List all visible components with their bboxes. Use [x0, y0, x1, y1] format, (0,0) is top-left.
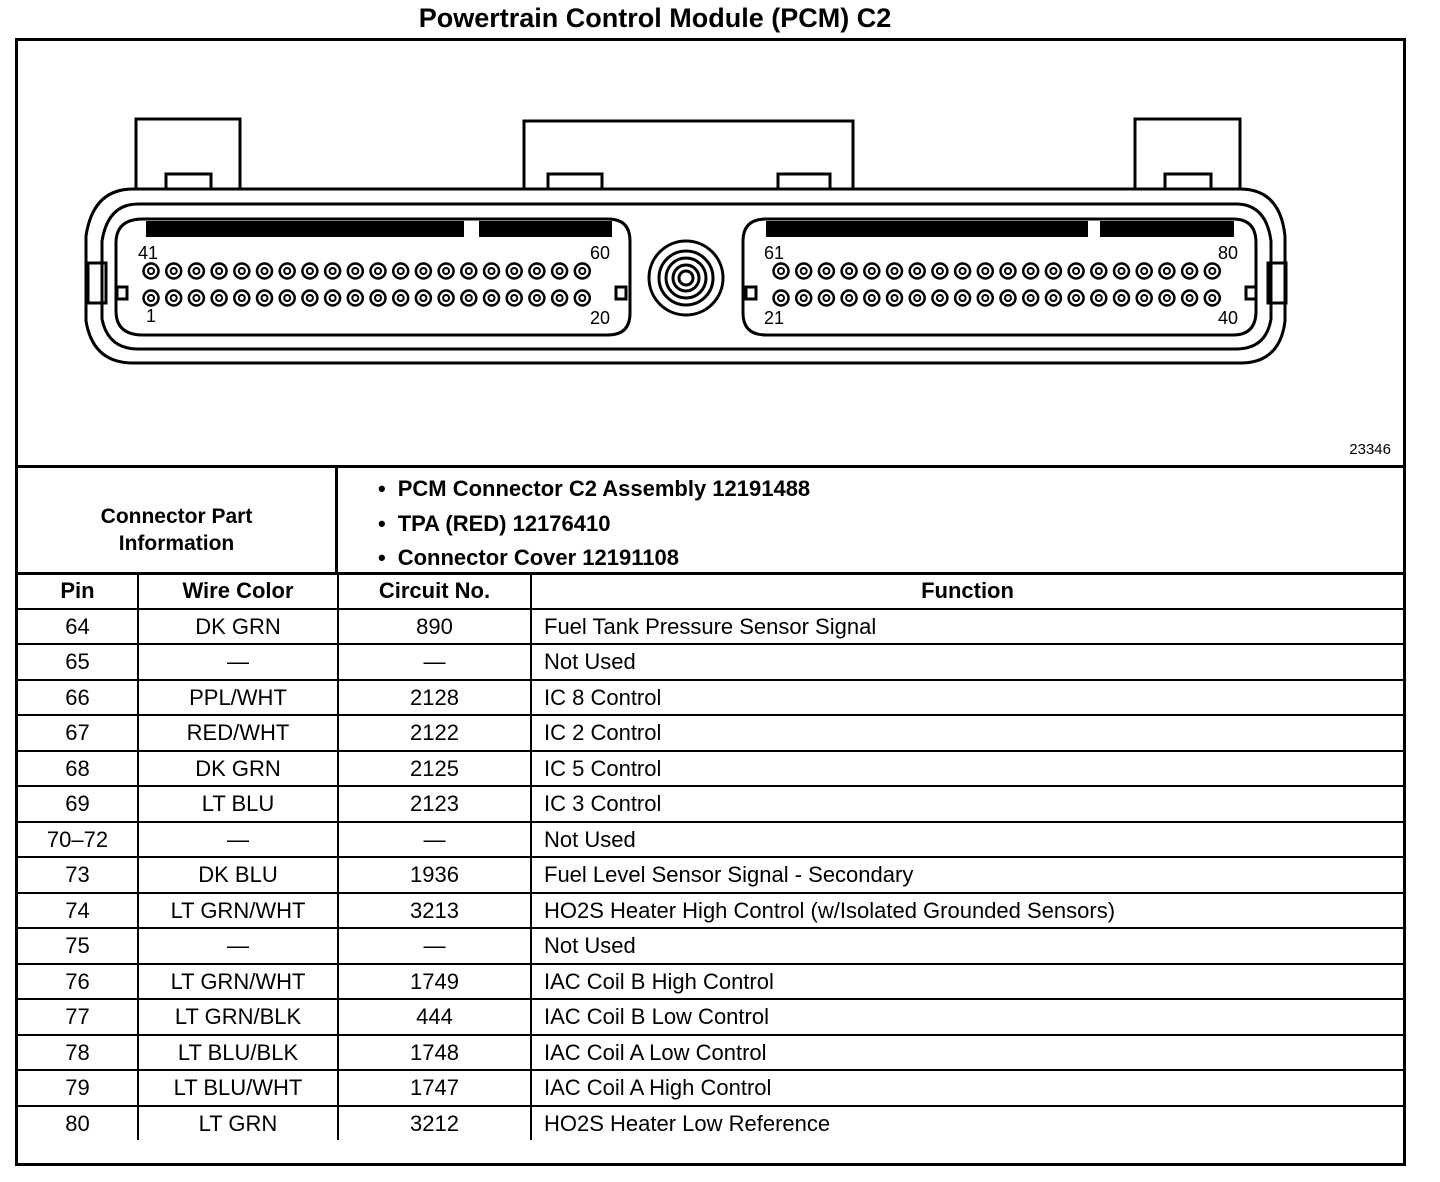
pin-hole [864, 291, 879, 306]
pin-hole-center [1005, 295, 1011, 301]
pin-hole-center [443, 295, 449, 301]
pin-hole-center [330, 295, 336, 301]
pin-hole-center [960, 268, 966, 274]
pin-hole-center [352, 268, 358, 274]
wire-color-cell: LT BLU/WHT [138, 1070, 338, 1106]
pin-hole [842, 264, 857, 279]
wire-color-cell: RED/WHT [138, 715, 338, 751]
pin-hole-center [171, 268, 177, 274]
pin-hole [280, 291, 295, 306]
pin-hole [1023, 291, 1038, 306]
connector-info-label-line2: Information [118, 532, 235, 555]
column-header-circuit-no: Circuit No. [338, 573, 531, 609]
pin-hole-center [1141, 295, 1147, 301]
pin-hole-center [1187, 295, 1193, 301]
wire-color-cell: LT GRN/BLK [138, 999, 338, 1035]
circuit-number-cell: 3212 [338, 1106, 531, 1141]
pin-hole-center [892, 268, 898, 274]
pin-hole [1205, 291, 1220, 306]
pin-hole [1091, 291, 1106, 306]
pin-hole-center [466, 268, 472, 274]
table-header-row [18, 573, 1403, 609]
pin-hole-center [352, 295, 358, 301]
pin-cell: 77 [18, 999, 138, 1035]
pin-hole-center [914, 268, 920, 274]
pin-hole [955, 264, 970, 279]
wire-color-cell: — [138, 928, 338, 964]
pin-hole-center [869, 295, 875, 301]
pin-hole-center [1096, 295, 1102, 301]
pin-hole-center [1050, 295, 1056, 301]
table-row [18, 786, 1403, 822]
pin-hole [1114, 264, 1129, 279]
pin-hole [348, 291, 363, 306]
pin-hole-center [579, 268, 585, 274]
circuit-number-cell: 1748 [338, 1035, 531, 1071]
function-cell: IAC Coil B High Control [531, 964, 1403, 1000]
pin-cell: 64 [18, 609, 138, 645]
wire-color-cell: — [138, 644, 338, 680]
pin-hole [819, 264, 834, 279]
pin-hole-center [869, 268, 875, 274]
function-cell: IC 2 Control [531, 715, 1403, 751]
table-row [18, 928, 1403, 964]
pin-hole-center [148, 268, 154, 274]
pin-hole-center [1141, 268, 1147, 274]
table-row [18, 857, 1403, 893]
pin-hole [529, 291, 544, 306]
column-header-wire-color: Wire Color [138, 573, 338, 609]
pin-cell: 70–72 [18, 822, 138, 858]
connector-info-label-line1: Connector Part [100, 505, 253, 528]
pin-cell: 66 [18, 680, 138, 716]
pin-hole [887, 291, 902, 306]
wire-color-cell: LT BLU [138, 786, 338, 822]
pin-cell: 74 [18, 893, 138, 929]
function-cell: IC 5 Control [531, 751, 1403, 787]
pin-hole [1137, 264, 1152, 279]
wire-color-cell: DK GRN [138, 751, 338, 787]
connector-info-item: • Connector Cover 12191108 [378, 541, 810, 576]
pin-label-60: 60 [590, 243, 611, 263]
circuit-number-cell: 2125 [338, 751, 531, 787]
pin-hole [280, 264, 295, 279]
document-frame [15, 38, 1406, 1166]
pin-hole-center [262, 268, 268, 274]
pin-hole-center [1164, 268, 1170, 274]
table-row [18, 964, 1403, 1000]
pin-hole [348, 264, 363, 279]
pin-hole [864, 264, 879, 279]
table-row [18, 822, 1403, 858]
pin-hole [371, 264, 386, 279]
wire-color-cell: LT BLU/BLK [138, 1035, 338, 1071]
pin-hole-center [846, 268, 852, 274]
function-cell: IC 3 Control [531, 786, 1403, 822]
pin-hole-center [1209, 268, 1215, 274]
pin-hole [257, 264, 272, 279]
pin-hole-center [511, 268, 517, 274]
pin-hole [1137, 291, 1152, 306]
pin-hole [1114, 291, 1129, 306]
pin-hole [325, 264, 340, 279]
pin-hole-center [193, 268, 199, 274]
function-cell: Not Used [531, 644, 1403, 680]
pin-hole-center [193, 295, 199, 301]
pin-hole [774, 291, 789, 306]
pin-hole [910, 264, 925, 279]
pin-hole [842, 291, 857, 306]
pin-hole-center [262, 295, 268, 301]
pin-hole-center [1005, 268, 1011, 274]
circuit-number-cell: — [338, 644, 531, 680]
pin-hole-center [960, 295, 966, 301]
wire-color-cell: LT GRN/WHT [138, 893, 338, 929]
pin-hole-center [375, 295, 381, 301]
column-header-pin: Pin [18, 573, 138, 609]
pin-hole [166, 291, 181, 306]
pin-hole [1069, 264, 1084, 279]
pin-cell: 76 [18, 964, 138, 1000]
wire-color-cell: LT GRN [138, 1106, 338, 1141]
pin-hole-center [489, 268, 495, 274]
pin-hole [1205, 264, 1220, 279]
table-row [18, 1106, 1403, 1141]
circuit-number-cell: 890 [338, 609, 531, 645]
pin-cell: 78 [18, 1035, 138, 1071]
pin-hole-center [823, 295, 829, 301]
pin-hole-center [307, 268, 313, 274]
pin-hole [1001, 264, 1016, 279]
column-header-function: Function [531, 573, 1403, 609]
pin-hole [439, 291, 454, 306]
pin-hole-center [937, 268, 943, 274]
pin-hole-center [982, 295, 988, 301]
pin-hole [796, 264, 811, 279]
pin-hole-center [1028, 268, 1034, 274]
table-row [18, 680, 1403, 716]
function-cell: Not Used [531, 822, 1403, 858]
function-cell: Fuel Tank Pressure Sensor Signal [531, 609, 1403, 645]
pin-hole [575, 264, 590, 279]
pin-hole [257, 291, 272, 306]
pin-hole-center [778, 268, 784, 274]
pin-hole [1001, 291, 1016, 306]
circuit-number-cell: — [338, 822, 531, 858]
pin-hole-center [307, 295, 313, 301]
pin-hole [1069, 291, 1084, 306]
pin-hole-center [284, 295, 290, 301]
pin-hole-center [801, 268, 807, 274]
circuit-number-cell: 2123 [338, 786, 531, 822]
circuit-number-cell: 444 [338, 999, 531, 1035]
pin-hole-center [1119, 268, 1125, 274]
pin-hole-center [1050, 268, 1056, 274]
pin-hole-center [982, 268, 988, 274]
pin-hole-center [557, 268, 563, 274]
figure-number: 23346 [1349, 441, 1391, 458]
pin-hole [1091, 264, 1106, 279]
pin-hole [819, 291, 834, 306]
function-cell: IAC Coil A High Control [531, 1070, 1403, 1106]
connector-info-list [378, 472, 810, 576]
wire-color-cell: PPL/WHT [138, 680, 338, 716]
pin-hole [1159, 291, 1174, 306]
pin-hole [484, 264, 499, 279]
pin-hole-center [534, 268, 540, 274]
pin-hole [461, 291, 476, 306]
pin-cell: 67 [18, 715, 138, 751]
circuit-number-cell: 1747 [338, 1070, 531, 1106]
pin-hole-center [284, 268, 290, 274]
pin-hole-center [489, 295, 495, 301]
pin-cell: 80 [18, 1106, 138, 1141]
table-row [18, 1035, 1403, 1071]
pin-hole-center [216, 295, 222, 301]
table-row [18, 1070, 1403, 1106]
pin-hole-center [937, 295, 943, 301]
pin-hole [234, 291, 249, 306]
pin-hole-center [1119, 295, 1125, 301]
pin-hole [978, 264, 993, 279]
pin-cell: 79 [18, 1070, 138, 1106]
function-cell: HO2S Heater High Control (w/Isolated Grounded Sensors) [531, 893, 1403, 929]
pin-hole [325, 291, 340, 306]
pin-cell: 73 [18, 857, 138, 893]
pin-hole [212, 291, 227, 306]
pin-hole-center [239, 295, 245, 301]
pin-cell: 69 [18, 786, 138, 822]
pin-hole-center [171, 295, 177, 301]
pin-hole [1182, 264, 1197, 279]
pin-hole-center [239, 268, 245, 274]
pin-hole-center [466, 295, 472, 301]
pin-hole [189, 264, 204, 279]
pin-hole [166, 264, 181, 279]
connector-diagram [18, 41, 1403, 468]
wire-color-cell: LT GRN/WHT [138, 964, 338, 1000]
pin-hole [978, 291, 993, 306]
pin-label-61: 61 [764, 243, 785, 263]
pin-hole-center [398, 295, 404, 301]
pin-hole [144, 291, 159, 306]
circuit-number-cell: 2128 [338, 680, 531, 716]
pin-hole [234, 264, 249, 279]
pin-hole-center [778, 295, 784, 301]
pin-hole [1023, 264, 1038, 279]
pin-label-40: 40 [1218, 308, 1239, 328]
function-cell: HO2S Heater Low Reference [531, 1106, 1403, 1141]
pin-hole-center [892, 295, 898, 301]
pin-hole [1159, 264, 1174, 279]
table-row [18, 999, 1403, 1035]
pin-hole-center [375, 268, 381, 274]
connector-drawing [18, 41, 1403, 465]
pin-hole [393, 291, 408, 306]
pin-label-41: 41 [138, 243, 159, 263]
pin-cell: 75 [18, 928, 138, 964]
pin-hole [484, 291, 499, 306]
connector-info-label [18, 468, 338, 572]
pin-hole-center [1209, 295, 1215, 301]
function-cell: Fuel Level Sensor Signal - Secondary [531, 857, 1403, 893]
function-cell: IC 8 Control [531, 680, 1403, 716]
function-cell: IAC Coil A Low Control [531, 1035, 1403, 1071]
pin-hole [932, 291, 947, 306]
pin-hole [507, 291, 522, 306]
pin-hole [144, 264, 159, 279]
pin-label-20: 20 [590, 308, 611, 328]
circuit-number-cell: 3213 [338, 893, 531, 929]
pin-hole [774, 264, 789, 279]
circuit-number-cell: 2122 [338, 715, 531, 751]
circuit-number-cell: 1936 [338, 857, 531, 893]
pin-cell: 65 [18, 644, 138, 680]
pin-hole-center [801, 295, 807, 301]
pin-hole [461, 264, 476, 279]
pin-hole-center [330, 268, 336, 274]
table-row [18, 609, 1403, 645]
wire-color-cell: DK GRN [138, 609, 338, 645]
pin-hole-center [1028, 295, 1034, 301]
pin-hole-center [823, 268, 829, 274]
pin-hole-center [557, 295, 563, 301]
circuit-number-cell: 1749 [338, 964, 531, 1000]
pin-hole [955, 291, 970, 306]
pin-hole [552, 291, 567, 306]
function-cell: Not Used [531, 928, 1403, 964]
pin-hole [371, 291, 386, 306]
pin-hole-center [1164, 295, 1170, 301]
connector-info-item: • TPA (RED) 12176410 [378, 507, 810, 542]
pin-hole-center [914, 295, 920, 301]
table-row [18, 893, 1403, 929]
pin-hole-center [534, 295, 540, 301]
page-title: Powertrain Control Module (PCM) C2 [418, 3, 892, 33]
pin-hole [887, 264, 902, 279]
pin-hole [439, 264, 454, 279]
pin-hole-center [1073, 268, 1079, 274]
pin-hole [932, 264, 947, 279]
pin-hole [529, 264, 544, 279]
pin-hole-center [420, 295, 426, 301]
pin-hole [302, 291, 317, 306]
pin-hole [212, 264, 227, 279]
pin-hole [416, 264, 431, 279]
pin-hole-center [1073, 295, 1079, 301]
pin-label-1: 1 [146, 306, 157, 326]
pin-hole-center [216, 268, 222, 274]
pin-hole-center [1187, 268, 1193, 274]
connector-info-item: • PCM Connector C2 Assembly 12191488 [378, 472, 810, 507]
pin-hole-center [398, 268, 404, 274]
table-row [18, 644, 1403, 680]
pin-hole-center [1096, 268, 1102, 274]
pin-hole [575, 291, 590, 306]
pin-hole-center [846, 295, 852, 301]
pin-hole [393, 264, 408, 279]
function-cell: IAC Coil B Low Control [531, 999, 1403, 1035]
wire-color-cell: DK BLU [138, 857, 338, 893]
pin-hole [507, 264, 522, 279]
pin-hole [1046, 264, 1061, 279]
connector-part-info [18, 468, 1403, 575]
pin-hole [416, 291, 431, 306]
pin-hole [552, 264, 567, 279]
pin-hole [1182, 291, 1197, 306]
pin-hole-center [148, 295, 154, 301]
pin-table [18, 572, 1403, 1140]
pin-hole-center [511, 295, 517, 301]
pin-hole [302, 264, 317, 279]
pin-hole-center [579, 295, 585, 301]
table-row [18, 751, 1403, 787]
pin-hole-center [443, 268, 449, 274]
pin-hole-center [420, 268, 426, 274]
pin-hole [910, 291, 925, 306]
pin-hole [189, 291, 204, 306]
table-row [18, 715, 1403, 751]
pin-hole [796, 291, 811, 306]
pin-label-21: 21 [764, 308, 785, 328]
pin-cell: 68 [18, 751, 138, 787]
circuit-number-cell: — [338, 928, 531, 964]
pin-label-80: 80 [1218, 243, 1239, 263]
wire-color-cell: — [138, 822, 338, 858]
pin-hole [1046, 291, 1061, 306]
